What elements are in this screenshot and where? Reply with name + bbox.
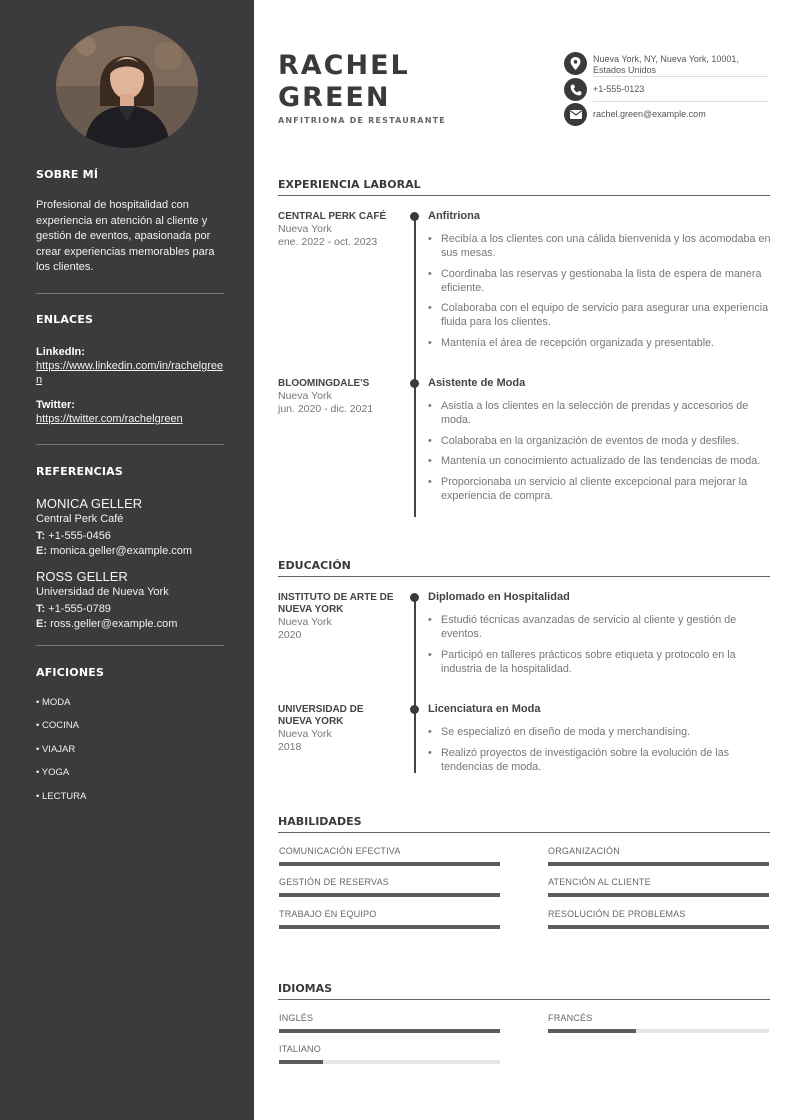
contact-block bbox=[564, 52, 769, 127]
hobbies-section bbox=[36, 666, 224, 679]
school-bullets bbox=[428, 725, 773, 774]
skill-item bbox=[548, 877, 769, 888]
school-meta bbox=[278, 704, 398, 754]
degree-name: Licenciatura en Moda bbox=[428, 703, 541, 715]
school-name: UNIVERSIDAD DE NUEVA YORK bbox=[278, 704, 364, 727]
job-role: Asistente de Moda bbox=[428, 377, 526, 389]
language-name: INGLÉS bbox=[279, 1013, 314, 1023]
links-section bbox=[36, 313, 224, 426]
list-item: • Mantenía un conocimiento actualizado de las tendencias de moda. bbox=[428, 454, 773, 468]
job-location: Nueva York bbox=[278, 223, 332, 235]
section-rule bbox=[278, 576, 770, 577]
school-year: 2018 bbox=[278, 741, 302, 753]
language-bar-fill bbox=[279, 1029, 500, 1033]
reference-item bbox=[36, 496, 224, 559]
timeline-dot bbox=[410, 212, 419, 221]
skill-bar-fill bbox=[548, 862, 769, 866]
address-text: Nueva York, NY, Nueva York, 10001, Estados Unidos bbox=[593, 54, 739, 75]
skill-bar bbox=[548, 925, 769, 929]
skill-item bbox=[548, 909, 769, 920]
list-item: • Colaboraba en la organización de eventos de moda y desfiles. bbox=[428, 434, 773, 448]
linkedin-label: LinkedIn: bbox=[36, 346, 85, 358]
job-role: Anfitriona bbox=[428, 210, 480, 222]
job-details bbox=[428, 377, 773, 509]
skill-item bbox=[548, 846, 769, 857]
reference-phone: T: +1-555-0456 bbox=[36, 530, 111, 542]
job-dates: ene. 2022 - oct. 2023 bbox=[278, 236, 378, 248]
first-name: RACHEL bbox=[278, 50, 410, 81]
reference-phone: T: +1-555-0789 bbox=[36, 603, 111, 615]
skill-name: GESTIÓN DE RESERVAS bbox=[279, 877, 389, 887]
skill-bar-fill bbox=[548, 893, 769, 897]
skill-name: ORGANIZACIÓN bbox=[548, 846, 620, 856]
timeline-dot bbox=[410, 705, 419, 714]
sidebar-divider bbox=[36, 645, 224, 646]
profile-photo bbox=[56, 26, 198, 148]
job-location: Nueva York bbox=[278, 390, 332, 402]
job-title: ANFITRIONA DE RESTAURANTE bbox=[278, 116, 446, 125]
twitter-link[interactable]: https://twitter.com/rachelgreen bbox=[36, 413, 183, 425]
sidebar-divider bbox=[36, 293, 224, 294]
email-text: rachel.green@example.com bbox=[593, 109, 706, 119]
section-rule bbox=[278, 832, 770, 833]
list-item: • Estudió técnicas avanzadas de servicio al cliente y gestión de eventos. bbox=[428, 613, 773, 641]
timeline-dot bbox=[410, 593, 419, 602]
language-name: ITALIANO bbox=[279, 1044, 321, 1054]
skill-bar-fill bbox=[279, 893, 500, 897]
twitter-label: Twitter: bbox=[36, 399, 75, 411]
about-text: Profesional de hospitalidad con experiencia en atención al cliente y gestión de eventos, apasionada por crear experiencias memorables para los clientes. bbox=[36, 199, 215, 273]
reference-email: E: monica.geller@example.com bbox=[36, 545, 193, 557]
list-item: • Se especializó en diseño de moda y merchandising. bbox=[428, 725, 773, 739]
references-title: REFERENCIAS bbox=[36, 465, 124, 478]
school-bullets bbox=[428, 613, 773, 676]
languages-title: IDIOMAS bbox=[278, 982, 333, 995]
list-item: • Realizó proyectos de investigación sobre la evolución de las tendencias de moda. bbox=[428, 746, 773, 774]
reference-org: Universidad de Nueva York bbox=[36, 586, 169, 598]
list-item: • Recibía a los clientes con una cálida bienvenida y los acomodaba en sus mesas. bbox=[428, 232, 773, 260]
hobby-item: • VIAJAR bbox=[36, 744, 76, 755]
references-section bbox=[36, 465, 224, 632]
school-details bbox=[428, 703, 773, 780]
list-item: • Colaboraba con el equipo de servicio para asegurar una experiencia fluida para los clientes. bbox=[428, 301, 773, 329]
sidebar-divider bbox=[36, 444, 224, 445]
skill-bar bbox=[548, 893, 769, 897]
hobbies-title: AFICIONES bbox=[36, 666, 105, 679]
degree-name: Diplomado en Hospitalidad bbox=[428, 591, 570, 603]
skill-bar bbox=[279, 862, 500, 866]
skill-name: ATENCIÓN AL CLIENTE bbox=[548, 877, 651, 887]
school-location: Nueva York bbox=[278, 728, 332, 740]
contact-divider bbox=[593, 101, 769, 102]
skill-bar-fill bbox=[279, 862, 500, 866]
language-bar-fill bbox=[279, 1060, 323, 1064]
skill-bar bbox=[279, 893, 500, 897]
skill-name: RESOLUCIÓN DE PROBLEMAS bbox=[548, 909, 686, 919]
skill-item bbox=[279, 846, 500, 857]
location-pin-icon bbox=[564, 52, 587, 75]
school-location: Nueva York bbox=[278, 616, 332, 628]
hobby-item: • YOGA bbox=[36, 767, 70, 778]
language-bar bbox=[279, 1029, 500, 1033]
contact-divider bbox=[593, 76, 769, 77]
link-item bbox=[36, 346, 224, 387]
link-item bbox=[36, 399, 224, 426]
language-item bbox=[279, 1044, 500, 1055]
job-bullets bbox=[428, 399, 773, 503]
reference-item bbox=[36, 569, 224, 632]
linkedin-link[interactable]: https://www.linkedin.com/in/rachelgreen bbox=[36, 360, 224, 386]
sidebar bbox=[0, 0, 254, 1120]
experience-timeline bbox=[414, 214, 416, 517]
language-bar bbox=[548, 1029, 769, 1033]
skill-item bbox=[279, 877, 500, 888]
skill-bar bbox=[279, 925, 500, 929]
language-name: FRANCÉS bbox=[548, 1013, 593, 1023]
skills-title: HABILIDADES bbox=[278, 815, 362, 828]
full-name bbox=[278, 50, 410, 114]
section-rule bbox=[278, 195, 770, 196]
job-dates: jun. 2020 - dic. 2021 bbox=[278, 403, 374, 415]
company-name: BLOOMINGDALE'S bbox=[278, 378, 370, 389]
main-content bbox=[254, 0, 794, 1120]
last-name: GREEN bbox=[278, 82, 391, 113]
education-title: EDUCACIÓN bbox=[278, 559, 351, 572]
skill-bar bbox=[548, 862, 769, 866]
hobby-item: • MODA bbox=[36, 697, 71, 708]
company-name: CENTRAL PERK CAFÉ bbox=[278, 211, 387, 222]
school-year: 2020 bbox=[278, 629, 302, 641]
job-meta bbox=[278, 211, 398, 249]
job-bullets bbox=[428, 232, 773, 350]
reference-org: Central Perk Café bbox=[36, 513, 124, 525]
phone-text: +1-555-0123 bbox=[593, 84, 645, 94]
phone-icon bbox=[564, 78, 587, 101]
list-item: • Participó en talleres prácticos sobre etiqueta y protocolo en la industria de la hospitalidad. bbox=[428, 648, 773, 676]
list-item: • Asistía a los clientes en la selección de prendas y accesorios de moda. bbox=[428, 399, 773, 427]
email-icon bbox=[564, 103, 587, 126]
skill-name: TRABAJO EN EQUIPO bbox=[279, 909, 377, 919]
experience-title: EXPERIENCIA LABORAL bbox=[278, 178, 421, 191]
list-item: • Proporcionaba un servicio al cliente excepcional para mejorar la experiencia de compra. bbox=[428, 475, 773, 503]
timeline-dot bbox=[410, 379, 419, 388]
job-meta bbox=[278, 378, 398, 416]
links-title: ENLACES bbox=[36, 313, 94, 326]
language-item bbox=[548, 1013, 769, 1024]
reference-name: ROSS GELLER bbox=[36, 569, 128, 584]
education-timeline bbox=[414, 596, 416, 773]
school-name: INSTITUTO DE ARTE DE NUEVA YORK bbox=[278, 592, 394, 615]
skill-item bbox=[279, 909, 500, 920]
job-details bbox=[428, 210, 773, 356]
skill-bar-fill bbox=[279, 925, 500, 929]
about-section bbox=[36, 168, 224, 276]
hobby-item: • LECTURA bbox=[36, 791, 87, 802]
school-details bbox=[428, 591, 773, 682]
section-rule bbox=[278, 999, 770, 1000]
reference-name: MONICA GELLER bbox=[36, 496, 143, 511]
list-item: • Coordinaba las reservas y gestionaba la lista de espera de manera eficiente. bbox=[428, 267, 773, 295]
list-item: • Mantenía el área de recepción organizada y presentable. bbox=[428, 336, 773, 350]
skill-name: COMUNICACIÓN EFECTIVA bbox=[279, 846, 401, 856]
skill-bar-fill bbox=[548, 925, 769, 929]
language-bar bbox=[279, 1060, 500, 1064]
language-item bbox=[279, 1013, 500, 1024]
about-title: SOBRE MÍ bbox=[36, 168, 99, 181]
reference-email: E: ross.geller@example.com bbox=[36, 618, 178, 630]
school-meta bbox=[278, 592, 398, 642]
hobby-item: • COCINA bbox=[36, 720, 79, 731]
language-bar-fill bbox=[548, 1029, 636, 1033]
